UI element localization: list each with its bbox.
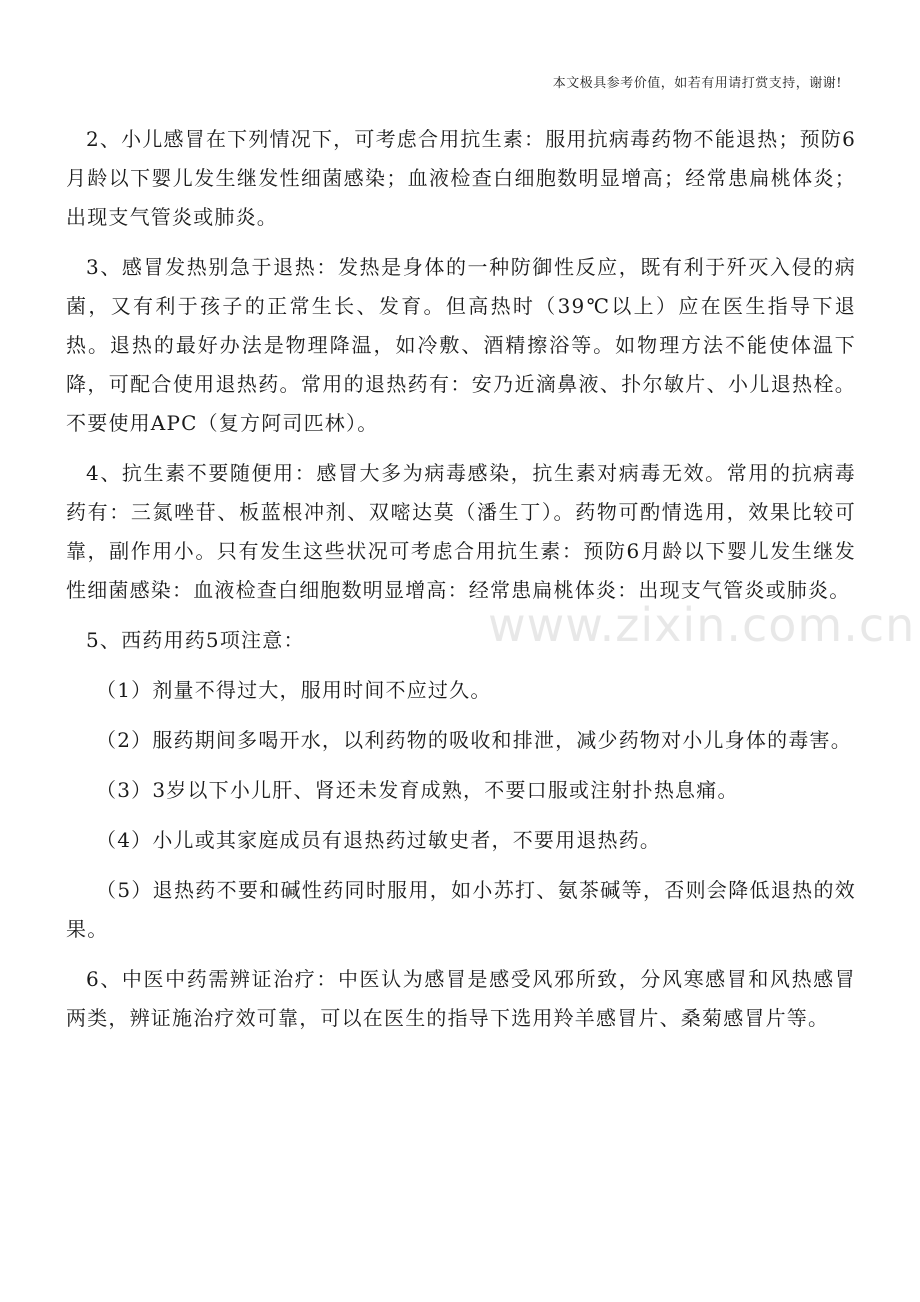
note-1: （1）剂量不得过大，服用时间不应过久。 xyxy=(96,678,492,702)
paragraph-6: 6、中医中药需辨证治疗：中医认为感冒是感受风邪所致，分风寒感冒和风热感冒两类，辨证施治疗效可靠，可以在医生的指导下选用羚羊感冒片、桑菊感冒片等。 xyxy=(66,967,856,1030)
header-note: 本文极具参考价值，如若有用请打赏支持，谢谢! xyxy=(552,76,842,91)
note-4: （4）小儿或其家庭成员有退热药过敏史者，不要用退热药。 xyxy=(96,828,662,852)
paragraph-3: 3、感冒发热别急于退热：发热是身体的一种防御性反应，既有利于歼灭入侵的病菌，又有利于孩子的正常生长、发育。但高热时（39℃以上）应在医生指导下退热。退热的最好办法是物理降温，如冷敷、酒精擦浴等。如物理方法不能使体温下降，可配合使用退热药。常用的退热药有：安乃近滴鼻液、扑尔敏片、小儿退热栓。不要使用APC（复方阿司匹林）。 xyxy=(66,255,856,435)
note-2: （2）服药期间多喝开水，以利药物的吸收和排泄，减少药物对小儿身体的毒害。 xyxy=(96,728,852,752)
note-3: （3）3岁以下小儿肝、肾还未发育成熟，不要口服或注射扑热息痛。 xyxy=(96,778,739,802)
note-5: （5）退热药不要和碱性药同时服用，如小苏打、氨茶碱等，否则会降低退热的效果。 xyxy=(66,878,856,941)
paragraph-2: 2、小儿感冒在下列情况下，可考虑合用抗生素：服用抗病毒药物不能退热；预防6月龄以下婴儿发生继发性细菌感染；血液检查白细胞数明显增高；经常患扁桃体炎；出现支气管炎或肺炎。 xyxy=(66,127,856,229)
paragraph-5: 5、西药用药5项注意： xyxy=(86,628,305,652)
watermark: www.zixin.com.cn xyxy=(488,598,916,652)
paragraph-4: 4、抗生素不要随便用：感冒大多为病毒感染，抗生素对病毒无效。常用的抗病毒药有：三氮唑苷、板蓝根冲剂、双嘧达莫（潘生丁）。药物可酌情选用，效果比较可靠，副作用小。只有发生这些状况可考虑合用抗生素：预防6月龄以下婴儿发生继发性细菌感染：血液检查白细胞数明显增高：经常患扁桃体炎：出现支气管炎或肺炎。 xyxy=(66,461,856,602)
document-body xyxy=(66,120,856,1038)
